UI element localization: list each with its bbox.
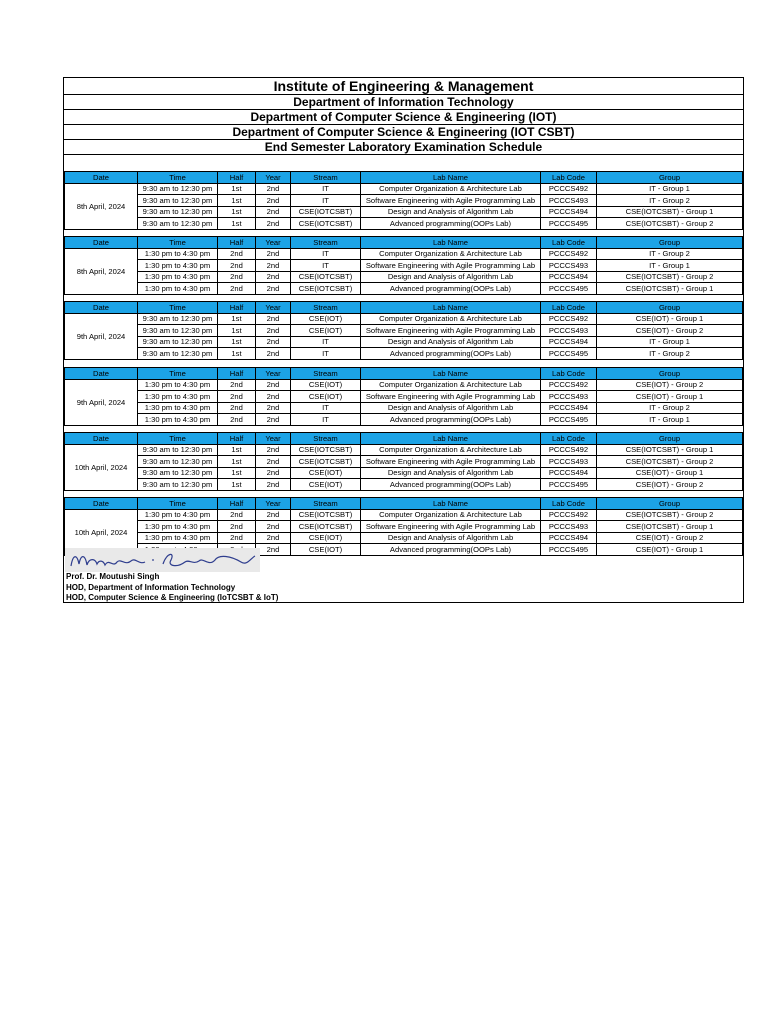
table-cell: Software Engineering with Agile Programming Lab xyxy=(361,456,541,468)
table-cell: Computer Organization & Architecture Lab xyxy=(361,183,541,195)
column-header: Date xyxy=(65,498,138,510)
table-cell: PCCCS494 xyxy=(541,271,597,283)
table-cell: Design and Analysis of Algorithm Lab xyxy=(361,271,541,283)
column-header: Lab Name xyxy=(361,498,541,510)
table-cell: 1st xyxy=(218,206,256,218)
table-cell: PCCCS493 xyxy=(541,325,597,337)
table-header-row xyxy=(65,237,743,249)
table-cell: 9:30 am to 12:30 pm xyxy=(138,218,218,230)
table-cell: CSE(IOTCSBT) - Group 1 xyxy=(597,521,743,533)
table-cell: Software Engineering with Agile Programming Lab xyxy=(361,260,541,272)
table-cell: 1st xyxy=(218,183,256,195)
column-header: Time xyxy=(138,368,218,380)
table-cell: 2nd xyxy=(256,271,291,283)
table-cell: 1:30 pm to 4:30 pm xyxy=(138,283,218,295)
table-cell: 1st xyxy=(218,479,256,491)
table-cell: PCCCS492 xyxy=(541,313,597,325)
table-cell: PCCCS495 xyxy=(541,348,597,360)
table-cell: 2nd xyxy=(256,467,291,479)
table-row xyxy=(65,521,743,533)
table-cell: Computer Organization & Architecture Lab xyxy=(361,444,541,456)
column-header: Year xyxy=(256,368,291,380)
table-cell: 1st xyxy=(218,456,256,468)
column-header: Group xyxy=(597,498,743,510)
table-cell: IT - Group 2 xyxy=(597,402,743,414)
column-header: Lab Code xyxy=(541,433,597,445)
table-cell: IT - Group 2 xyxy=(597,195,743,207)
column-header: Stream xyxy=(291,172,361,184)
column-header: Lab Code xyxy=(541,237,597,249)
table-cell: 1:30 pm to 4:30 pm xyxy=(138,248,218,260)
table-cell: CSE(IOT) xyxy=(291,391,361,403)
table-cell: 2nd xyxy=(256,544,291,556)
table-cell: 2nd xyxy=(256,325,291,337)
table-cell: Advanced programming(OOPs Lab) xyxy=(361,218,541,230)
table-cell: PCCCS494 xyxy=(541,206,597,218)
table-row xyxy=(65,195,743,207)
table-row xyxy=(65,456,743,468)
column-header: Half xyxy=(218,433,256,445)
table-cell: CSE(IOT) xyxy=(291,325,361,337)
table-cell: PCCCS493 xyxy=(541,521,597,533)
table-cell: IT - Group 1 xyxy=(597,336,743,348)
column-header: Date xyxy=(65,302,138,314)
table-cell: 1:30 pm to 4:30 pm xyxy=(138,391,218,403)
table-cell: 9:30 am to 12:30 pm xyxy=(138,456,218,468)
signatory-role-it: HOD, Department of Information Technology xyxy=(66,583,236,592)
table-cell: 2nd xyxy=(256,444,291,456)
table-cell: CSE(IOTCSBT) xyxy=(291,218,361,230)
table-cell: 9:30 am to 12:30 pm xyxy=(138,444,218,456)
column-header: Stream xyxy=(291,302,361,314)
table-cell: IT - Group 1 xyxy=(597,414,743,426)
table-row xyxy=(65,391,743,403)
table-cell: 9:30 am to 12:30 pm xyxy=(138,479,218,491)
table-cell: 2nd xyxy=(256,532,291,544)
table-cell: 1st xyxy=(218,218,256,230)
table-cell: Computer Organization & Architecture Lab xyxy=(361,509,541,521)
table-cell: 1:30 pm to 4:30 pm xyxy=(138,271,218,283)
table-cell: 1st xyxy=(218,444,256,456)
table-cell: 1st xyxy=(218,348,256,360)
table-cell: 1st xyxy=(218,467,256,479)
table-cell: 2nd xyxy=(256,248,291,260)
table-cell: IT xyxy=(291,195,361,207)
table-cell: IT - Group 2 xyxy=(597,348,743,360)
table-cell: PCCCS495 xyxy=(541,414,597,426)
table-cell: IT xyxy=(291,260,361,272)
table-cell: Design and Analysis of Algorithm Lab xyxy=(361,467,541,479)
table-cell: CSE(IOT) xyxy=(291,313,361,325)
table-cell: IT xyxy=(291,402,361,414)
table-cell: IT - Group 1 xyxy=(597,260,743,272)
table-cell: 9:30 am to 12:30 pm xyxy=(138,467,218,479)
table-cell: CSE(IOT) xyxy=(291,479,361,491)
table-cell: 9:30 am to 12:30 pm xyxy=(138,206,218,218)
table-cell: 9:30 am to 12:30 pm xyxy=(138,336,218,348)
table-cell: CSE(IOTCSBT) - Group 2 xyxy=(597,218,743,230)
table-cell: PCCCS492 xyxy=(541,379,597,391)
table-cell: IT - Group 1 xyxy=(597,183,743,195)
table-cell: 1st xyxy=(218,325,256,337)
table-cell: CSE(IOTCSBT) xyxy=(291,521,361,533)
column-header: Half xyxy=(218,172,256,184)
schedule-block-1 xyxy=(64,171,743,230)
table-cell: PCCCS492 xyxy=(541,444,597,456)
column-header: Year xyxy=(256,302,291,314)
table-cell: CSE(IOT) xyxy=(291,467,361,479)
table-cell: 2nd xyxy=(256,313,291,325)
exam-date: 9th April, 2024 xyxy=(65,379,138,425)
table-cell: 2nd xyxy=(218,283,256,295)
table-cell: 2nd xyxy=(256,521,291,533)
table-cell: 2nd xyxy=(256,379,291,391)
column-header: Stream xyxy=(291,237,361,249)
column-header: Time xyxy=(138,302,218,314)
table-cell: CSE(IOT) - Group 1 xyxy=(597,313,743,325)
table-cell: 2nd xyxy=(256,283,291,295)
table-cell: 1:30 pm to 4:30 pm xyxy=(138,521,218,533)
table-cell: CSE(IOTCSBT) - Group 1 xyxy=(597,444,743,456)
schedule-block-2 xyxy=(64,236,743,295)
column-header: Stream xyxy=(291,433,361,445)
exam-date: 9th April, 2024 xyxy=(65,313,138,359)
table-cell: IT xyxy=(291,248,361,260)
table-cell: PCCCS493 xyxy=(541,391,597,403)
table-cell: CSE(IOTCSBT) - Group 2 xyxy=(597,509,743,521)
column-header: Time xyxy=(138,172,218,184)
table-cell: CSE(IOTCSBT) xyxy=(291,509,361,521)
table-cell: Advanced programming(OOPs Lab) xyxy=(361,544,541,556)
column-header: Date xyxy=(65,433,138,445)
table-cell: 2nd xyxy=(256,348,291,360)
table-cell: PCCCS495 xyxy=(541,479,597,491)
table-cell: 9:30 am to 12:30 pm xyxy=(138,325,218,337)
table-row xyxy=(65,260,743,272)
column-header: Stream xyxy=(291,498,361,510)
table-cell: 2nd xyxy=(218,260,256,272)
column-header: Year xyxy=(256,498,291,510)
table-header-row xyxy=(65,498,743,510)
signature-image xyxy=(65,548,260,572)
column-header: Half xyxy=(218,368,256,380)
exam-date: 8th April, 2024 xyxy=(65,248,138,294)
table-cell: 2nd xyxy=(218,532,256,544)
table-cell: 1st xyxy=(218,195,256,207)
column-header: Half xyxy=(218,237,256,249)
table-row xyxy=(65,283,743,295)
table-cell: 2nd xyxy=(256,260,291,272)
table-cell: PCCCS492 xyxy=(541,509,597,521)
table-cell: Software Engineering with Agile Programming Lab xyxy=(361,521,541,533)
table-cell: 2nd xyxy=(256,509,291,521)
table-cell: CSE(IOTCSBT) - Group 2 xyxy=(597,271,743,283)
table-cell: 1:30 pm to 4:30 pm xyxy=(138,402,218,414)
table-cell: CSE(IOT) - Group 2 xyxy=(597,379,743,391)
table-cell: IT xyxy=(291,183,361,195)
schedule-block-3 xyxy=(64,301,743,360)
column-header: Lab Code xyxy=(541,368,597,380)
table-cell: PCCCS494 xyxy=(541,402,597,414)
table-row xyxy=(65,271,743,283)
table-row xyxy=(65,248,743,260)
table-cell: PCCCS494 xyxy=(541,532,597,544)
table-cell: 2nd xyxy=(218,414,256,426)
table-cell: 2nd xyxy=(256,195,291,207)
table-cell: Advanced programming(OOPs Lab) xyxy=(361,479,541,491)
table-cell: 2nd xyxy=(256,183,291,195)
table-cell: 2nd xyxy=(218,509,256,521)
table-cell: PCCCS492 xyxy=(541,248,597,260)
table-cell: 2nd xyxy=(218,521,256,533)
column-header: Time xyxy=(138,498,218,510)
column-header: Lab Name xyxy=(361,433,541,445)
table-cell: 9:30 am to 12:30 pm xyxy=(138,183,218,195)
table-cell: CSE(IOTCSBT) xyxy=(291,456,361,468)
table-row xyxy=(65,206,743,218)
column-header: Lab Name xyxy=(361,172,541,184)
table-cell: IT xyxy=(291,414,361,426)
schedule-block-5 xyxy=(64,432,743,491)
exam-date: 10th April, 2024 xyxy=(65,509,138,555)
schedule-title: End Semester Laboratory Examination Schedule xyxy=(64,140,743,155)
column-header: Date xyxy=(65,172,138,184)
table-row xyxy=(65,218,743,230)
table-cell: Design and Analysis of Algorithm Lab xyxy=(361,402,541,414)
table-cell: Computer Organization & Architecture Lab xyxy=(361,379,541,391)
department-cse-iot-csbt-heading: Department of Computer Science & Engineering (IOT CSBT) xyxy=(64,125,743,140)
table-cell: 2nd xyxy=(218,271,256,283)
column-header: Lab Code xyxy=(541,302,597,314)
table-cell: 2nd xyxy=(218,248,256,260)
table-cell: 2nd xyxy=(256,206,291,218)
table-cell: PCCCS495 xyxy=(541,218,597,230)
table-header-row xyxy=(65,368,743,380)
table-cell: Advanced programming(OOPs Lab) xyxy=(361,283,541,295)
table-cell: 2nd xyxy=(256,479,291,491)
table-row xyxy=(65,532,743,544)
table-cell: IT xyxy=(291,348,361,360)
table-cell: IT xyxy=(291,336,361,348)
column-header: Group xyxy=(597,302,743,314)
table-cell: Design and Analysis of Algorithm Lab xyxy=(361,206,541,218)
column-header: Year xyxy=(256,433,291,445)
table-cell: CSE(IOT) - Group 2 xyxy=(597,325,743,337)
table-cell: PCCCS494 xyxy=(541,336,597,348)
table-cell: 2nd xyxy=(256,391,291,403)
table-cell: 2nd xyxy=(256,402,291,414)
exam-date: 10th April, 2024 xyxy=(65,444,138,490)
table-cell: 2nd xyxy=(256,414,291,426)
table-cell: 1st xyxy=(218,313,256,325)
schedule-block-6 xyxy=(64,497,743,556)
table-cell: PCCCS493 xyxy=(541,195,597,207)
table-cell: Advanced programming(OOPs Lab) xyxy=(361,414,541,426)
table-cell: 9:30 am to 12:30 pm xyxy=(138,348,218,360)
column-header: Group xyxy=(597,433,743,445)
column-header: Half xyxy=(218,302,256,314)
table-cell: 2nd xyxy=(218,402,256,414)
table-cell: CSE(IOT) - Group 2 xyxy=(597,532,743,544)
table-cell: CSE(IOT) - Group 1 xyxy=(597,544,743,556)
schedule-sheet xyxy=(63,77,744,603)
table-cell: CSE(IOTCSBT) xyxy=(291,206,361,218)
table-row xyxy=(65,379,743,391)
table-cell: PCCCS494 xyxy=(541,467,597,479)
table-header-row xyxy=(65,302,743,314)
institute-title: Institute of Engineering & Management xyxy=(64,78,743,95)
table-cell: CSE(IOT) xyxy=(291,532,361,544)
table-cell: PCCCS495 xyxy=(541,544,597,556)
table-row xyxy=(65,183,743,195)
table-cell: Advanced programming(OOPs Lab) xyxy=(361,348,541,360)
table-cell: PCCCS493 xyxy=(541,260,597,272)
table-cell: 1:30 pm to 4:30 pm xyxy=(138,379,218,391)
column-header: Stream xyxy=(291,368,361,380)
table-cell: Software Engineering with Agile Programming Lab xyxy=(361,391,541,403)
column-header: Time xyxy=(138,433,218,445)
table-cell: 2nd xyxy=(218,391,256,403)
table-cell: PCCCS495 xyxy=(541,283,597,295)
schedule-block-4 xyxy=(64,367,743,426)
table-row xyxy=(65,479,743,491)
table-row xyxy=(65,402,743,414)
signature-scribble xyxy=(65,548,260,572)
column-header: Year xyxy=(256,237,291,249)
column-header: Time xyxy=(138,237,218,249)
column-header: Half xyxy=(218,498,256,510)
table-cell: 9:30 am to 12:30 pm xyxy=(138,313,218,325)
column-header: Lab Name xyxy=(361,237,541,249)
table-cell: CSE(IOT) - Group 1 xyxy=(597,391,743,403)
column-header: Group xyxy=(597,237,743,249)
table-cell: CSE(IOTCSBT) - Group 1 xyxy=(597,206,743,218)
table-cell: CSE(IOT) xyxy=(291,379,361,391)
table-row xyxy=(65,467,743,479)
department-it-heading: Department of Information Technology xyxy=(64,95,743,110)
table-cell: 2nd xyxy=(256,456,291,468)
column-header: Lab Name xyxy=(361,368,541,380)
table-row xyxy=(65,325,743,337)
table-cell: CSE(IOTCSBT) xyxy=(291,271,361,283)
table-cell: CSE(IOT) xyxy=(291,544,361,556)
table-cell: Computer Organization & Architecture Lab xyxy=(361,313,541,325)
signatory-role-cse: HOD, Computer Science & Engineering (IoTCSBT & IoT) xyxy=(66,593,279,602)
table-row xyxy=(65,414,743,426)
table-header-row xyxy=(65,172,743,184)
table-cell: IT - Group 2 xyxy=(597,248,743,260)
table-cell: 2nd xyxy=(256,218,291,230)
column-header: Lab Name xyxy=(361,302,541,314)
table-cell: 2nd xyxy=(256,336,291,348)
table-cell: 1:30 pm to 4:30 pm xyxy=(138,532,218,544)
table-row xyxy=(65,336,743,348)
table-cell: PCCCS492 xyxy=(541,183,597,195)
table-cell: 1:30 pm to 4:30 pm xyxy=(138,260,218,272)
table-cell: 1st xyxy=(218,336,256,348)
department-cse-iot-heading: Department of Computer Science & Engineering (IOT) xyxy=(64,110,743,125)
table-cell: 1:30 pm to 4:30 pm xyxy=(138,509,218,521)
column-header: Group xyxy=(597,172,743,184)
table-row xyxy=(65,313,743,325)
column-header: Lab Code xyxy=(541,498,597,510)
signatory-name: Prof. Dr. Moutushi Singh xyxy=(66,572,160,581)
table-cell: Software Engineering with Agile Programming Lab xyxy=(361,195,541,207)
table-row xyxy=(65,444,743,456)
column-header: Date xyxy=(65,237,138,249)
table-cell: PCCCS493 xyxy=(541,456,597,468)
table-cell: CSE(IOT) - Group 2 xyxy=(597,479,743,491)
table-cell: CSE(IOT) - Group 1 xyxy=(597,467,743,479)
table-cell: Design and Analysis of Algorithm Lab xyxy=(361,336,541,348)
column-header: Year xyxy=(256,172,291,184)
table-row xyxy=(65,348,743,360)
table-header-row xyxy=(65,433,743,445)
column-header: Group xyxy=(597,368,743,380)
column-header: Date xyxy=(65,368,138,380)
exam-date: 8th April, 2024 xyxy=(65,183,138,229)
table-row xyxy=(65,509,743,521)
table-cell: CSE(IOTCSBT) xyxy=(291,283,361,295)
table-cell: 9:30 am to 12:30 pm xyxy=(138,195,218,207)
table-cell: Design and Analysis of Algorithm Lab xyxy=(361,532,541,544)
table-cell: Computer Organization & Architecture Lab xyxy=(361,248,541,260)
table-cell: CSE(IOTCSBT) - Group 1 xyxy=(597,283,743,295)
table-cell: Software Engineering with Agile Programming Lab xyxy=(361,325,541,337)
table-cell: CSE(IOTCSBT) xyxy=(291,444,361,456)
table-cell: CSE(IOTCSBT) - Group 2 xyxy=(597,456,743,468)
table-cell: 2nd xyxy=(218,379,256,391)
table-cell: 1:30 pm to 4:30 pm xyxy=(138,414,218,426)
column-header: Lab Code xyxy=(541,172,597,184)
